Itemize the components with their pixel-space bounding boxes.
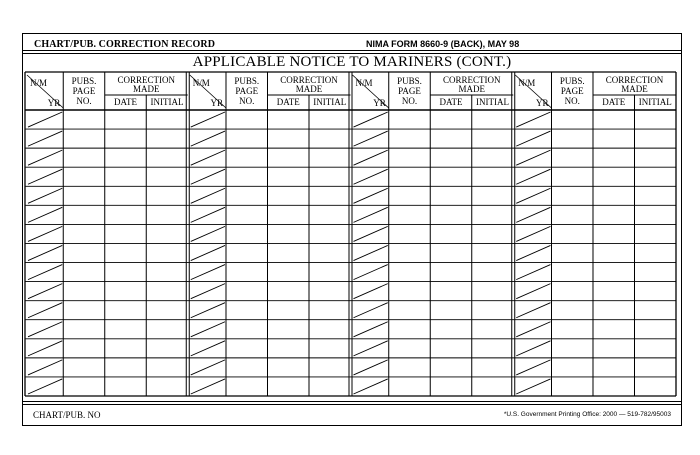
page-label: PAGE (398, 86, 421, 96)
row-diagonal (354, 188, 388, 203)
row-diagonal (28, 265, 62, 280)
date-label: DATE (439, 97, 463, 107)
row-diagonal (28, 226, 62, 241)
row-diagonal (28, 303, 62, 318)
correction-label: CORRECTION (442, 75, 501, 85)
initial-label: INITIAL (313, 97, 347, 107)
chart-pub-number-label: CHART/PUB. NO (33, 410, 101, 420)
row-diagonal (516, 341, 550, 356)
row-diagonal (28, 322, 62, 337)
row-diagonal (354, 265, 388, 280)
row-diagonal (516, 188, 550, 203)
row-diagonal (516, 226, 550, 241)
yr-label: YR (47, 98, 61, 108)
row-diagonal (191, 226, 225, 241)
row-diagonal (191, 284, 225, 299)
yr-label: YR (535, 98, 549, 108)
date-label: DATE (113, 97, 137, 107)
row-diagonal (191, 265, 225, 280)
correction-label: CORRECTION (117, 75, 176, 85)
nm-label: N/M (518, 78, 536, 88)
form-header-title: CHART/PUB. CORRECTION RECORD (34, 39, 216, 50)
row-diagonal (191, 207, 225, 222)
row-diagonal (354, 341, 388, 356)
row-diagonal (191, 150, 225, 165)
row-diagonal (354, 150, 388, 165)
row-diagonal (191, 112, 225, 127)
row-diagonal (354, 131, 388, 146)
row-diagonal (516, 245, 550, 260)
nm-label: N/M (30, 78, 48, 88)
footer-rule-top (22, 401, 682, 402)
row-diagonal (191, 379, 225, 394)
row-diagonal (354, 360, 388, 375)
table-title: APPLICABLE NOTICE TO MARINERS (CONT.) (192, 54, 512, 70)
page-label: PAGE (560, 86, 584, 96)
row-diagonal (191, 360, 225, 375)
row-diagonal (516, 284, 550, 299)
made-label: MADE (458, 84, 485, 94)
date-label: DATE (276, 97, 300, 107)
yr-label: YR (210, 98, 223, 108)
initial-label: INITIAL (150, 97, 184, 107)
correction-label: CORRECTION (280, 75, 338, 85)
pubs-label: PUBS. (397, 76, 422, 86)
row-diagonal (191, 245, 225, 260)
row-diagonal (354, 226, 388, 241)
row-diagonal (191, 188, 225, 203)
row-diagonal (191, 169, 225, 184)
yr-label: YR (373, 98, 386, 108)
initial-label: INITIAL (475, 97, 509, 107)
row-diagonal (516, 169, 550, 184)
no-label: NO. (564, 96, 580, 106)
page-label: PAGE (72, 86, 96, 96)
made-label: MADE (132, 84, 160, 94)
date-label: DATE (602, 97, 626, 107)
initial-label: INITIAL (638, 97, 672, 107)
row-diagonal (354, 112, 388, 127)
pubs-label: PUBS. (234, 76, 260, 86)
correction-label: CORRECTION (605, 75, 664, 85)
row-diagonal (354, 245, 388, 260)
pubs-label: PUBS. (71, 76, 97, 86)
row-diagonal (28, 207, 62, 222)
row-diagonal (516, 207, 550, 222)
row-diagonal (516, 379, 550, 394)
row-diagonal (28, 284, 62, 299)
row-diagonal (516, 303, 550, 318)
row-diagonal (516, 322, 550, 337)
no-label: NO. (401, 96, 418, 106)
no-label: NO. (239, 96, 255, 106)
footer-rule-bottom (22, 404, 682, 405)
row-diagonal (354, 379, 388, 394)
row-diagonal (354, 303, 388, 318)
form-number: NIMA FORM 8660-9 (BACK), MAY 98 (366, 39, 520, 49)
page-label: PAGE (235, 86, 259, 96)
row-diagonal (28, 379, 62, 394)
row-diagonal (191, 303, 225, 318)
row-diagonal (28, 112, 62, 127)
row-diagonal (28, 360, 62, 375)
row-diagonal (516, 131, 550, 146)
row-diagonal (28, 150, 62, 165)
row-diagonal (191, 341, 225, 356)
row-diagonal (28, 188, 62, 203)
row-diagonal (354, 322, 388, 337)
row-diagonal (516, 265, 550, 280)
row-diagonal (191, 322, 225, 337)
row-diagonal (28, 169, 62, 184)
row-diagonal (354, 169, 388, 184)
row-diagonal (354, 207, 388, 222)
row-diagonal (191, 131, 225, 146)
row-diagonal (28, 131, 62, 146)
nm-label: N/M (355, 78, 373, 88)
row-diagonal (516, 360, 550, 375)
nm-label: N/M (192, 78, 210, 88)
row-diagonal (354, 284, 388, 299)
made-label: MADE (295, 84, 323, 94)
row-diagonal (516, 150, 550, 165)
pubs-label: PUBS. (559, 76, 585, 86)
no-label: NO. (76, 96, 92, 106)
printing-office-imprint: *U.S. Government Printing Office: 2000 — 519-782/95003 (503, 411, 671, 418)
row-diagonal (28, 341, 62, 356)
row-diagonal (28, 245, 62, 260)
made-label: MADE (621, 84, 648, 94)
row-diagonal (516, 112, 550, 127)
